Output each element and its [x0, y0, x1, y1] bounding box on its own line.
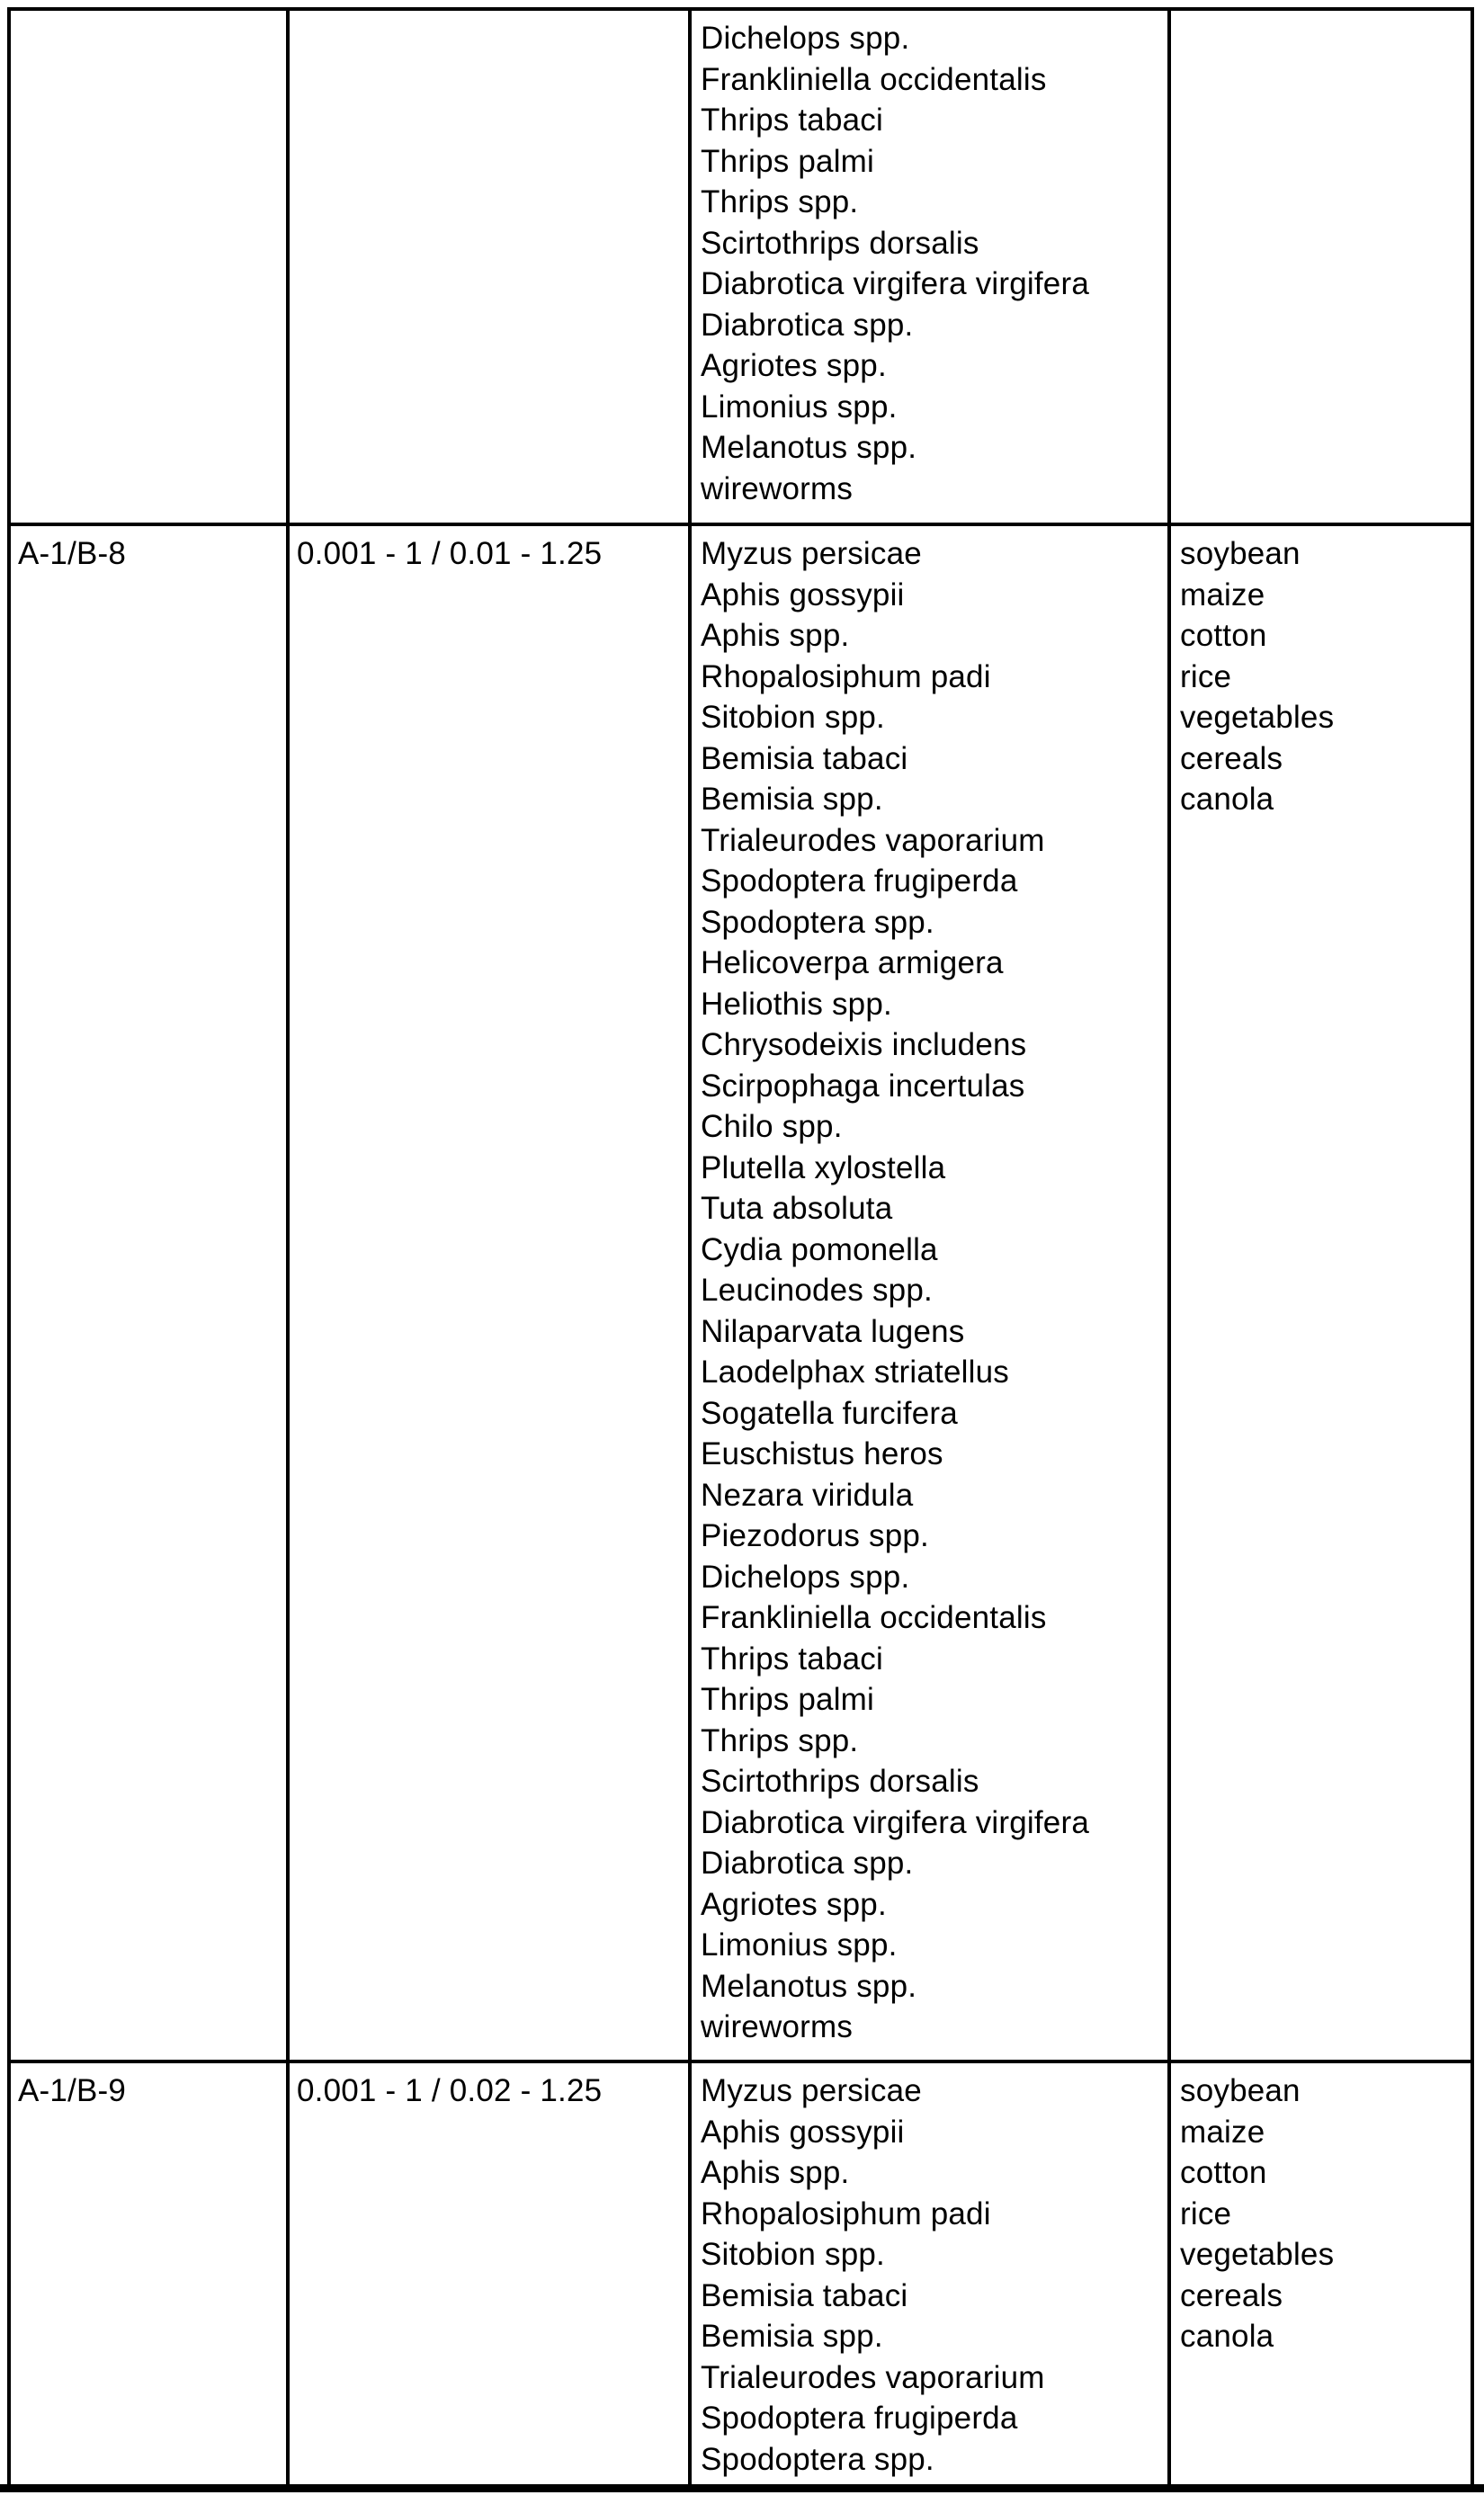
- list-line: Diabrotica virgifera virgifera: [701, 266, 1089, 301]
- list-line: Aphis spp.: [701, 2155, 850, 2190]
- list-line: Spodoptera spp.: [701, 2441, 934, 2477]
- list-line: Sitobion spp.: [701, 2237, 885, 2272]
- patent-table: [7, 7, 1474, 2490]
- list-line: soybean: [1180, 536, 1301, 571]
- list-line: Frankliniella occidentalis: [701, 1600, 1047, 1635]
- list-line: Agriotes spp.: [701, 1886, 887, 1922]
- list-line: canola: [1180, 2319, 1274, 2354]
- pest-list-cell: [690, 9, 1169, 524]
- rate-range-cell: [288, 9, 690, 524]
- list-line: Scirtothrips dorsalis: [701, 225, 979, 261]
- list-line: cotton: [1180, 618, 1267, 653]
- list-line: cereals: [1180, 740, 1283, 776]
- page-bottom-cut-line: [0, 2484, 1484, 2492]
- list-line: maize: [1180, 577, 1265, 613]
- rate-range-cell: 0.001 - 1 / 0.02 - 1.25: [288, 2061, 690, 2488]
- table-row: [9, 9, 1472, 524]
- list-line: vegetables: [1180, 2237, 1335, 2272]
- list-line: Myzus persicae: [701, 2073, 922, 2108]
- row-id-cell: [9, 9, 288, 524]
- list-line: Thrips palmi: [701, 1682, 875, 1717]
- list-line: Rhopalosiphum padi: [701, 2195, 991, 2231]
- list-line: Limonius spp.: [701, 389, 898, 425]
- list-line: Diabrotica spp.: [701, 1846, 914, 1881]
- list-line: Nezara viridula: [701, 1477, 914, 1513]
- pest-list-cell: [690, 524, 1169, 2061]
- list-line: Diabrotica spp.: [701, 307, 914, 343]
- list-line: Scirtothrips dorsalis: [701, 1764, 979, 1799]
- list-line: Limonius spp.: [701, 1927, 898, 1963]
- row-id-cell: A-1/B-9: [9, 2061, 288, 2488]
- list-line: vegetables: [1180, 700, 1335, 735]
- list-line: Frankliniella occidentalis: [701, 61, 1047, 97]
- list-line: Trialeurodes vaporarium: [701, 822, 1045, 858]
- list-line: Spodoptera frugiperda: [701, 2401, 1018, 2436]
- list-line: Thrips spp.: [701, 1722, 859, 1758]
- list-line: Bemisia tabaci: [701, 740, 908, 776]
- list-line: Dichelops spp.: [701, 21, 910, 56]
- list-line: Tuta absoluta: [701, 1191, 893, 1226]
- list-line: Scirpophaga incertulas: [701, 1068, 1025, 1104]
- crop-list-cell: [1169, 524, 1472, 2061]
- list-line: Sogatella furcifera: [701, 1395, 958, 1431]
- list-line: rice: [1180, 658, 1232, 694]
- list-line: Myzus persicae: [701, 536, 922, 571]
- list-line: Bemisia spp.: [701, 2319, 883, 2354]
- list-line: Aphis gossypii: [701, 577, 905, 613]
- list-line: Thrips tabaci: [701, 103, 883, 138]
- list-line: Aphis spp.: [701, 618, 850, 653]
- list-line: Thrips palmi: [701, 143, 875, 179]
- list-line: Leucinodes spp.: [701, 1273, 933, 1308]
- list-line: Bemisia tabaci: [701, 2277, 908, 2313]
- list-line: Helicoverpa armigera: [701, 945, 1004, 980]
- list-line: Nilaparvata lugens: [701, 1313, 965, 1349]
- list-line: Bemisia spp.: [701, 782, 883, 817]
- table-row: [9, 524, 1472, 2061]
- list-line: soybean: [1180, 2073, 1301, 2108]
- list-line: rice: [1180, 2195, 1232, 2231]
- crop-list-cell: [1169, 2061, 1472, 2488]
- list-line: cotton: [1180, 2155, 1267, 2190]
- list-line: Rhopalosiphum padi: [701, 658, 991, 694]
- list-line: wireworms: [701, 2009, 854, 2044]
- list-line: Aphis gossypii: [701, 2114, 905, 2150]
- list-line: Agriotes spp.: [701, 348, 887, 383]
- list-line: Spodoptera spp.: [701, 904, 934, 940]
- list-line: Melanotus spp.: [701, 430, 917, 465]
- list-line: Heliothis spp.: [701, 986, 892, 1022]
- list-line: Diabrotica virgifera virgifera: [701, 1804, 1089, 1840]
- pest-list-cell: [690, 2061, 1169, 2488]
- list-line: Chilo spp.: [701, 1109, 843, 1144]
- list-line: Spodoptera frugiperda: [701, 863, 1018, 899]
- list-line: Thrips spp.: [701, 184, 859, 219]
- list-line: Laodelphax striatellus: [701, 1355, 1009, 1390]
- list-line: Euschistus heros: [701, 1436, 943, 1471]
- row-id-cell: A-1/B-8: [9, 524, 288, 2061]
- list-line: cereals: [1180, 2277, 1283, 2313]
- list-line: Dichelops spp.: [701, 1559, 910, 1595]
- crop-list-cell: [1169, 9, 1472, 524]
- list-line: Plutella xylostella: [701, 1149, 946, 1185]
- list-line: canola: [1180, 782, 1274, 817]
- table-row: [9, 2061, 1472, 2488]
- list-line: Trialeurodes vaporarium: [701, 2359, 1045, 2395]
- list-line: Piezodorus spp.: [701, 1518, 929, 1553]
- list-line: Cydia pomonella: [701, 1231, 938, 1267]
- list-line: Thrips tabaci: [701, 1641, 883, 1677]
- list-line: maize: [1180, 2114, 1265, 2150]
- list-line: Sitobion spp.: [701, 700, 885, 735]
- list-line: Melanotus spp.: [701, 1968, 917, 2004]
- list-line: wireworms: [701, 470, 854, 506]
- list-line: Chrysodeixis includens: [701, 1027, 1027, 1062]
- rate-range-cell: 0.001 - 1 / 0.01 - 1.25: [288, 524, 690, 2061]
